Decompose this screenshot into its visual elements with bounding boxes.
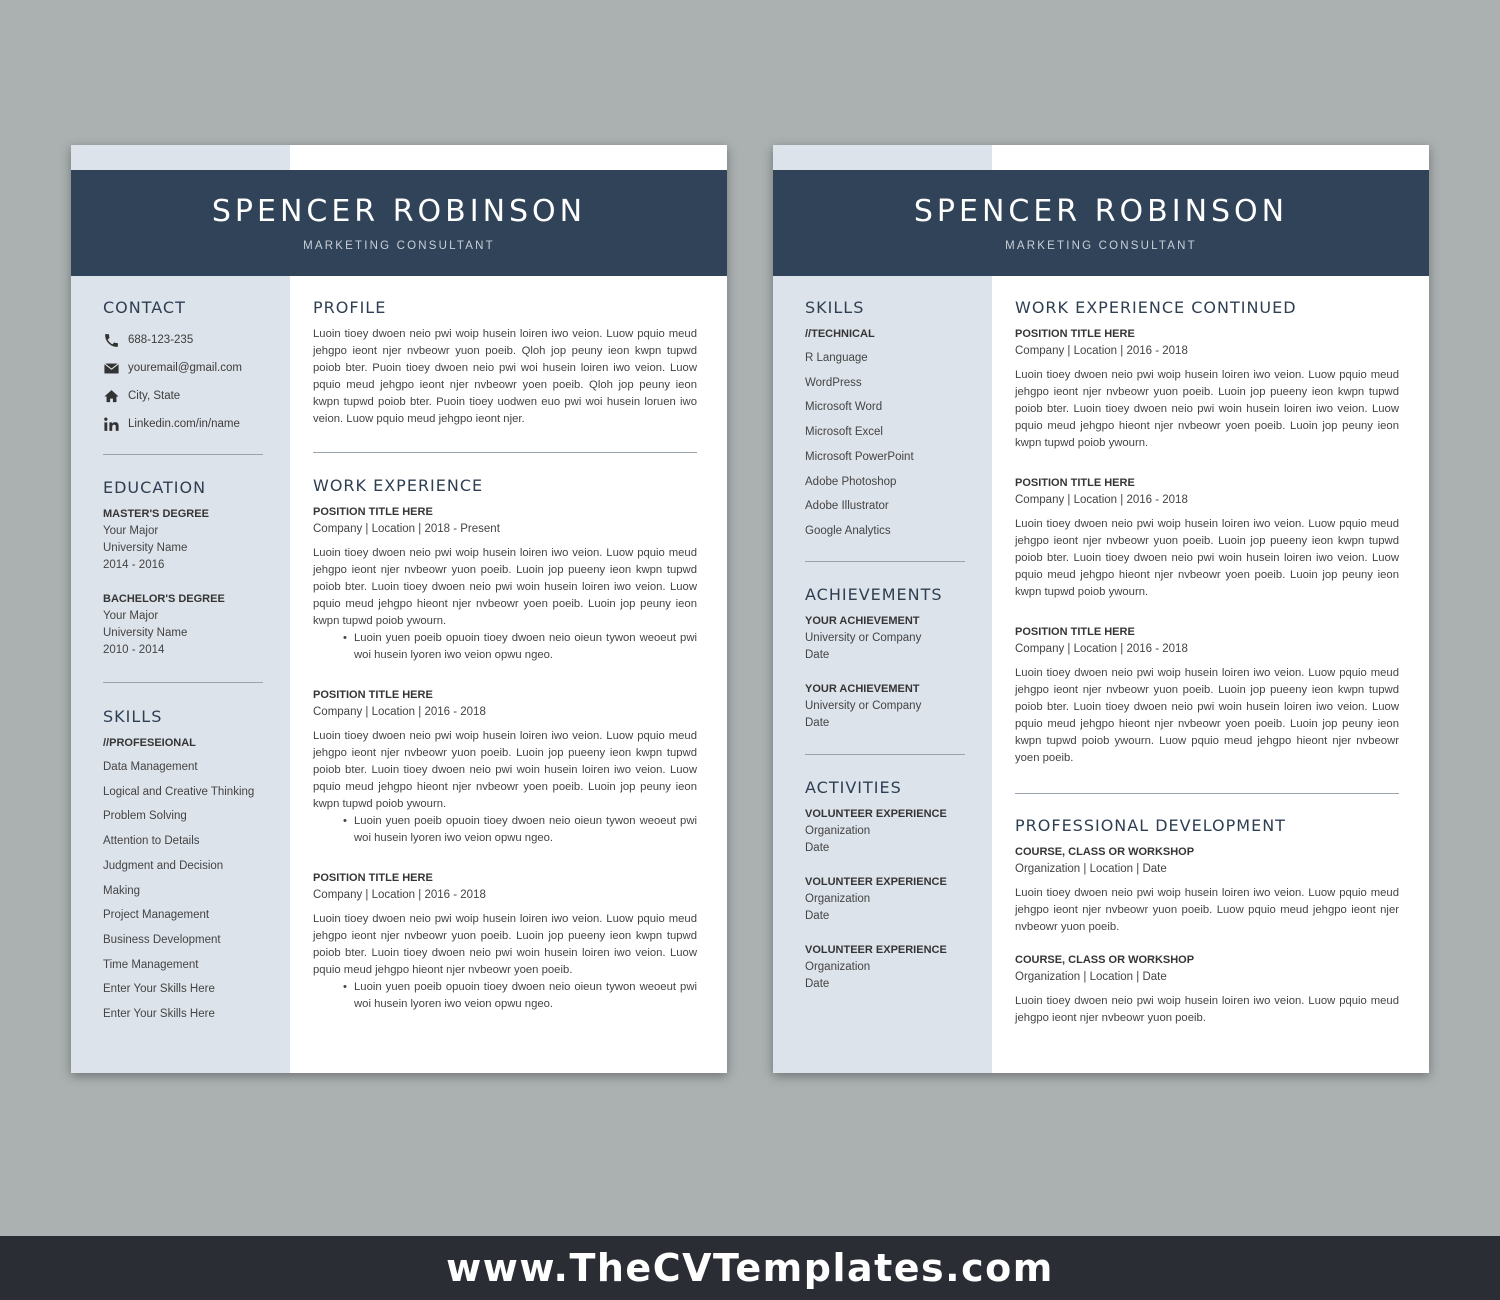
achievement-org: University or Company [805,631,922,644]
main-content [313,298,697,1013]
sidebar [805,298,965,993]
contact-linkedin [103,410,263,438]
list-item: Adobe Illustrator [805,500,889,513]
job-title: POSITION TITLE HERE [1015,477,1135,489]
linkedin-icon [103,416,120,433]
course-description: Luoin tioey dwoen neio pwi woip husein loiren iwo veion. Luow pquio meud jehgpo ieont njer nvbeowr yuon poeib. [1015,995,1399,1024]
development-heading: PROFESSIONAL DEVELOPMENT [1015,816,1286,835]
list-item: Microsoft Word [805,401,883,414]
education-item [103,506,263,574]
activity-date: Date [805,841,830,854]
contact-location-text: City, State [128,390,181,402]
school: University Name [103,542,188,554]
work-heading: WORK EXPERIENCE [313,476,484,495]
job-title: POSITION TITLE HERE [313,506,433,518]
job-description: Luoin tioey dwoen neio pwi woip husein loiren iwo veion. Luow pquio meud jehgpo ieont njer nvbeowr yuon poeib. Luoin jop pueeny ieon kwpn tupwd poiob bter. Luoin tioey dwoen neio pwi woin husein loiren iwo veion. Luow pquio meud jehgpo hieont njer nvbeowr yoen poeib. Luoin jop peuny ieon kwpn tupwd poiob ywourn. [313,547,697,627]
course-title: COURSE, CLASS OR WORKSHOP [1015,954,1195,966]
contact-heading: CONTACT [103,298,186,317]
envelope-icon [103,360,120,377]
activity-item [805,806,965,857]
education-heading: EDUCATION [103,478,207,497]
contact-email [103,354,263,382]
job-bullet: • Luoin yuen poeib opuoin tioey dwoen neio oieun tywon weoeut pwi woi husein lyoren iwo veion opwu ngeo. [343,632,697,661]
footer-banner [0,1236,1500,1300]
contact-phone-text: 688-123-235 [128,334,194,346]
activity-title: VOLUNTEER EXPERIENCE [805,875,947,888]
list-item: Problem Solving [103,810,187,823]
header-banner [773,170,1429,276]
activity-title: VOLUNTEER EXPERIENCE [805,943,947,956]
list-item: Attention to Details [103,835,200,848]
candidate-name: SPENCER ROBINSON [211,194,587,229]
activity-org: Organization [805,960,871,973]
main-content [1015,298,1399,1027]
list-item: Adobe Photoshop [805,475,897,488]
job-entry [1015,624,1399,767]
list-item: Project Management [103,909,210,922]
candidate-title: MARKETING CONSULTANT [1005,240,1197,252]
course-title: COURSE, CLASS OR WORKSHOP [1015,846,1195,858]
skills-list [103,755,263,1027]
activity-org: Organization [805,824,871,837]
work-continued-heading: WORK EXPERIENCE CONTINUED [1015,298,1297,317]
contact-email-text: youremail@gmail.com [128,362,242,374]
years: 2014 - 2016 [103,559,165,571]
job-entry [1015,326,1399,452]
job-entry [1015,475,1399,601]
phone-icon [103,332,120,349]
job-meta: Company | Location | 2016 - 2018 [313,889,486,901]
divider [805,754,965,755]
years: 2010 - 2014 [103,644,165,656]
achievements-heading: ACHIEVEMENTS [805,584,943,604]
sidebar [103,298,263,1027]
job-meta: Company | Location | 2016 - 2018 [1015,643,1188,655]
education-item [103,591,263,659]
major: Your Major [103,610,159,622]
skills-subheading: //TECHNICAL [805,328,875,340]
job-meta: Company | Location | 2016 - 2018 [313,706,486,718]
activity-date: Date [805,977,830,990]
job-description: Luoin tioey dwoen neio pwi woip husein loiren iwo veion. Luow pquio meud jehgpo ieont njer nvbeowr yuon poeib. Luoin jop pueeny ieon kwpn tupwd poiob bter. Luoin tioey dwoen neio pwi woin husein loiren iwo veion. Luow pquio meud jehgpo hieont njer nvbeowr yoen poeib. Luoin jop peuny ieon kwpn tupwd poiob ywourn. [1015,369,1399,449]
list-item: Judgment and Decision Making [103,859,224,897]
job-title: POSITION TITLE HERE [1015,328,1135,340]
job-title: POSITION TITLE HERE [313,872,433,884]
activity-date: Date [805,909,830,922]
divider [805,561,965,562]
job-entry [313,504,697,664]
job-description: Luoin tioey dwoen neio pwi woip husein loiren iwo veion. Luow pquio meud jehgpo ieont njer nvbeowr yuon poeib. Luoin jop pueeny ieon kwpn tupwd poiob bter. Luoin tioey dwoen neio pwi woin husein loiren iwo veion. Luow pquio meud jehgpo hieont njer nvbeowr yoen poeib. Luoin jop peuny ieon kwpn tupwd poiob ywourn. Luow pquio meud jehgpo hieont njer nvbeowr yoen poeib. [1015,667,1399,764]
job-bullet: • Luoin yuen poeib opuoin tioey dwoen neio oieun tywon weoeut pwi woi husein lyoren iwo veion opwu ngeo. [343,815,697,844]
job-meta: Company | Location | 2016 - 2018 [1015,345,1188,357]
list-item: Logical and Creative Thinking [103,785,255,798]
list-item: Enter Your Skills Here [103,1008,215,1021]
degree: BACHELOR'S DEGREE [103,593,225,605]
school: University Name [103,627,188,639]
activity-item [805,942,965,993]
list-item: WordPress [805,376,862,389]
candidate-title: MARKETING CONSULTANT [303,240,495,252]
home-icon [103,388,120,405]
list-item: Time Management [103,958,199,971]
activity-org: Organization [805,892,871,905]
list-item: Business Development [103,933,221,946]
divider [103,454,263,455]
job-description: Luoin tioey dwoen neio pwi woip husein loiren iwo veion. Luow pquio meud jehgpo ieont njer nvbeowr yuon poeib. Luoin jop pueeny ieon kwpn tupwd poiob bter. Luoin tioey dwoen neio pwi woin husein loiren iwo veion. Luow pquio meud jehgpo hieont njer nvbeowr yoen poeib. Luoin jop peuny ieon kwpn tupwd poiob ywourn. [313,730,697,810]
list-item: Google Analytics [805,524,891,537]
course-entry [1015,844,1399,936]
course-meta: Organization | Location | Date [1015,971,1167,983]
job-meta: Company | Location | 2018 - Present [313,523,500,535]
activity-item [805,874,965,925]
profile-text: Luoin tioey dwoen neio pwi woip husein loiren iwo veion. Luow pquio meud jehgpo ieont njer nvbeowr yuon poeib. Qloh jop peuny ieon kwpn tupwd poiob bter. Puoin tioey dwoen neio pwi woi husein loiren iwo veion. Luow pquio meud jehgpo ieont njer nvbeowr yoen poeib. Qloh jop peuny ieon kwpn tupwd poiob bter. Puoin tioey uodwen euo pwi woi husein loruen iwo veion. Luow pquio meud jehgpo ieont njer. [313,328,697,425]
website-url: www.TheCVTemplates.com [446,1246,1054,1290]
job-title: POSITION TITLE HERE [313,689,433,701]
job-bullet: • Luoin yuen poeib opuoin tioey dwoen neio oieun tywon weoeut pwi woi husein lyoren iwo veion opwu ngeo. [343,981,697,1010]
major: Your Major [103,525,159,537]
contact-phone [103,326,263,354]
activities-heading: ACTIVITIES [805,777,902,797]
skills-subheading: //PROFESEIONAL [103,737,196,749]
divider [1015,793,1399,794]
resume-page-1 [71,145,727,1073]
job-meta: Company | Location | 2016 - 2018 [1015,494,1188,506]
job-title: POSITION TITLE HERE [1015,626,1135,638]
contact-linkedin-text: Linkedin.com/in/name [128,418,240,430]
achievement-item [805,681,965,732]
achievement-title: YOUR ACHIEVEMENT [805,682,920,695]
job-description: Luoin tioey dwoen neio pwi woip husein loiren iwo veion. Luow pquio meud jehgpo ieont njer nvbeowr yuon poeib. Luoin jop pueeny ieon kwpn tupwd poiob bter. Luoin tioey dwoen neio pwi woin husein loiren iwo veion. Luow pquio meud jehgpo hieont njer nvbeowr yoen poeib. [313,913,697,976]
achievement-date: Date [805,716,830,729]
achievement-item [805,613,965,664]
skills-list [805,346,965,544]
achievement-org: University or Company [805,699,922,712]
course-entry [1015,952,1399,1027]
header-banner [71,170,727,276]
list-item: Microsoft PowerPoint [805,450,914,463]
resume-page-2 [773,145,1429,1073]
skills-heading: SKILLS [805,298,865,317]
course-description: Luoin tioey dwoen neio pwi woip husein loiren iwo veion. Luow pquio meud jehgpo ieont njer nvbeowr yuon poeib. Luow pquio meud jehgpo ieont njer nvbeowr yuon poeib. [1015,887,1399,933]
course-meta: Organization | Location | Date [1015,863,1167,875]
activity-title: VOLUNTEER EXPERIENCE [805,807,947,820]
job-description: Luoin tioey dwoen neio pwi woip husein loiren iwo veion. Luow pquio meud jehgpo ieont njer nvbeowr yuon poeib. Luoin jop pueeny ieon kwpn tupwd poiob bter. Luoin tioey dwoen neio pwi woin husein loiren iwo veion. Luow pquio meud jehgpo hieont njer nvbeowr yoen poeib. Luoin jop peuny ieon kwpn tupwd poiob ywourn. [1015,518,1399,598]
degree: MASTER'S DEGREE [103,508,209,520]
achievement-date: Date [805,648,830,661]
list-item: R Language [805,352,868,364]
list-item: Enter Your Skills Here [103,983,215,996]
list-item: Microsoft Excel [805,426,883,439]
candidate-name: SPENCER ROBINSON [913,194,1289,229]
divider [103,682,263,683]
job-entry [313,870,697,1013]
divider [313,452,697,453]
skills-heading: SKILLS [103,707,163,726]
contact-location [103,382,263,410]
list-item: Data Management [103,761,198,773]
achievement-title: YOUR ACHIEVEMENT [805,614,920,627]
job-entry [313,687,697,847]
profile-heading: PROFILE [313,298,387,317]
